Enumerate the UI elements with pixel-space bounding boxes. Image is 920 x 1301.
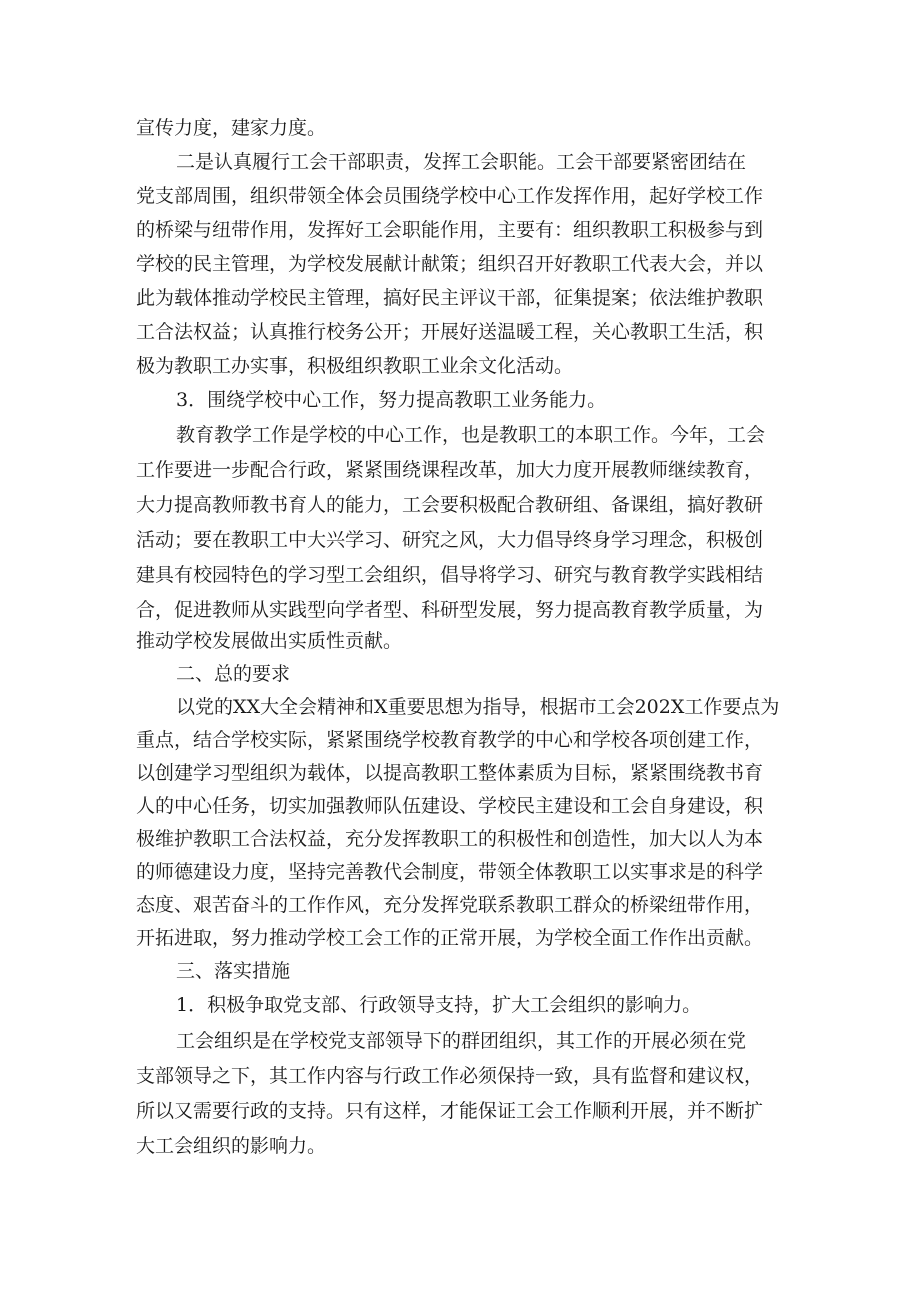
text-line: 大工会组织的影响力。: [136, 1135, 327, 1157]
text-line: 推动学校发展做出实质性贡献。: [136, 630, 403, 652]
text-line: 教育教学工作是学校的中心工作，也是教职工的本职工作。今年，工会: [176, 424, 766, 446]
text-line: 学校的民主管理，为学校发展献计献策；组织召开好教职工代表大会，并以: [136, 253, 764, 275]
text-line: 态度、艰苦奋斗的工作作风，充分发挥党联系教职工群众的桥梁纽带作用，: [136, 894, 764, 916]
text-line: 极维护教职工合法权益，充分发挥教职工的积极性和创造性，加大以人为本: [136, 828, 764, 850]
section-heading: 3．围绕学校中心工作，努力提高教职工业务能力。: [176, 389, 607, 411]
text-line: 人的中心任务，切实加强教师队伍建设、学校民主建设和工会自身建设，积: [136, 795, 764, 817]
text-line: 开拓进取，努力推动学校工会工作的正常开展，为学校全面工作作出贡献。: [136, 927, 764, 949]
text-line: 工合法权益；认真推行校务公开；开展好送温暖工程，关心教职工生活，积: [136, 321, 764, 343]
text-line: 重点，结合学校实际，紧紧围绕学校教育教学的中心和学校各项创建工作，: [136, 729, 764, 751]
text-line: 党支部周围，组织带领全体会员围绕学校中心工作发挥作用，起好学校工作: [136, 185, 764, 207]
text-line: 工作要进一步配合行政，紧紧围绕课程改革，加大力度开展教师继续教育，: [136, 459, 764, 481]
text-line: 宣传力度，建家力度。: [136, 117, 327, 139]
text-line: 此为载体推动学校民主管理，搞好民主评议干部，征集提案；依法维护教职: [136, 287, 764, 309]
text-line: 所以又需要行政的支持。只有这样，才能保证工会工作顺利开展，并不断扩: [136, 1100, 764, 1122]
text-line: 的桥梁与纽带作用，发挥好工会职能作用，主要有：组织教职工积极参与到: [136, 219, 764, 241]
text-line: 支部领导之下，其工作内容与行政工作必须保持一致，具有监督和建议权，: [136, 1065, 764, 1087]
text-line: 二是认真履行工会干部职责，发挥工会职能。工会干部要紧密团结在: [176, 151, 747, 173]
text-line: 以党的XX大全会精神和X重要思想为指导，根据市工会202X工作要点为: [176, 696, 780, 718]
text-line: 建具有校园特色的学习型工会组织，倡导将学习、研究与教育教学实践相结: [136, 564, 764, 586]
text-line: 工会组织是在学校党支部领导下的群团组织，其工作的开展必须在党: [176, 1030, 747, 1052]
text-line: 以创建学习型组织为载体，以提高教职工整体素质为目标，紧紧围绕教书育: [136, 762, 764, 784]
section-heading: 三、落实措施: [176, 960, 291, 982]
section-heading: 二、总的要求: [176, 663, 291, 685]
text-line: 极为教职工办实事，积极组织教职工业余文化活动。: [136, 355, 574, 377]
section-heading: 1．积极争取党支部、行政领导支持，扩大工会组织的影响力。: [176, 994, 702, 1016]
text-line: 的师德建设力度，坚持完善教代会制度，带领全体教职工以实事求是的科学: [136, 861, 764, 883]
text-line: 大力提高教师教书育人的能力，工会要积极配合教研组、备课组，搞好教研: [136, 494, 764, 516]
text-line: 活动；要在教职工中大兴学习、研究之风，大力倡导终身学习理念，积极创: [136, 529, 764, 551]
text-line: 合，促进教师从实践型向学者型、科研型发展，努力提高教育教学质量，为: [136, 599, 764, 621]
